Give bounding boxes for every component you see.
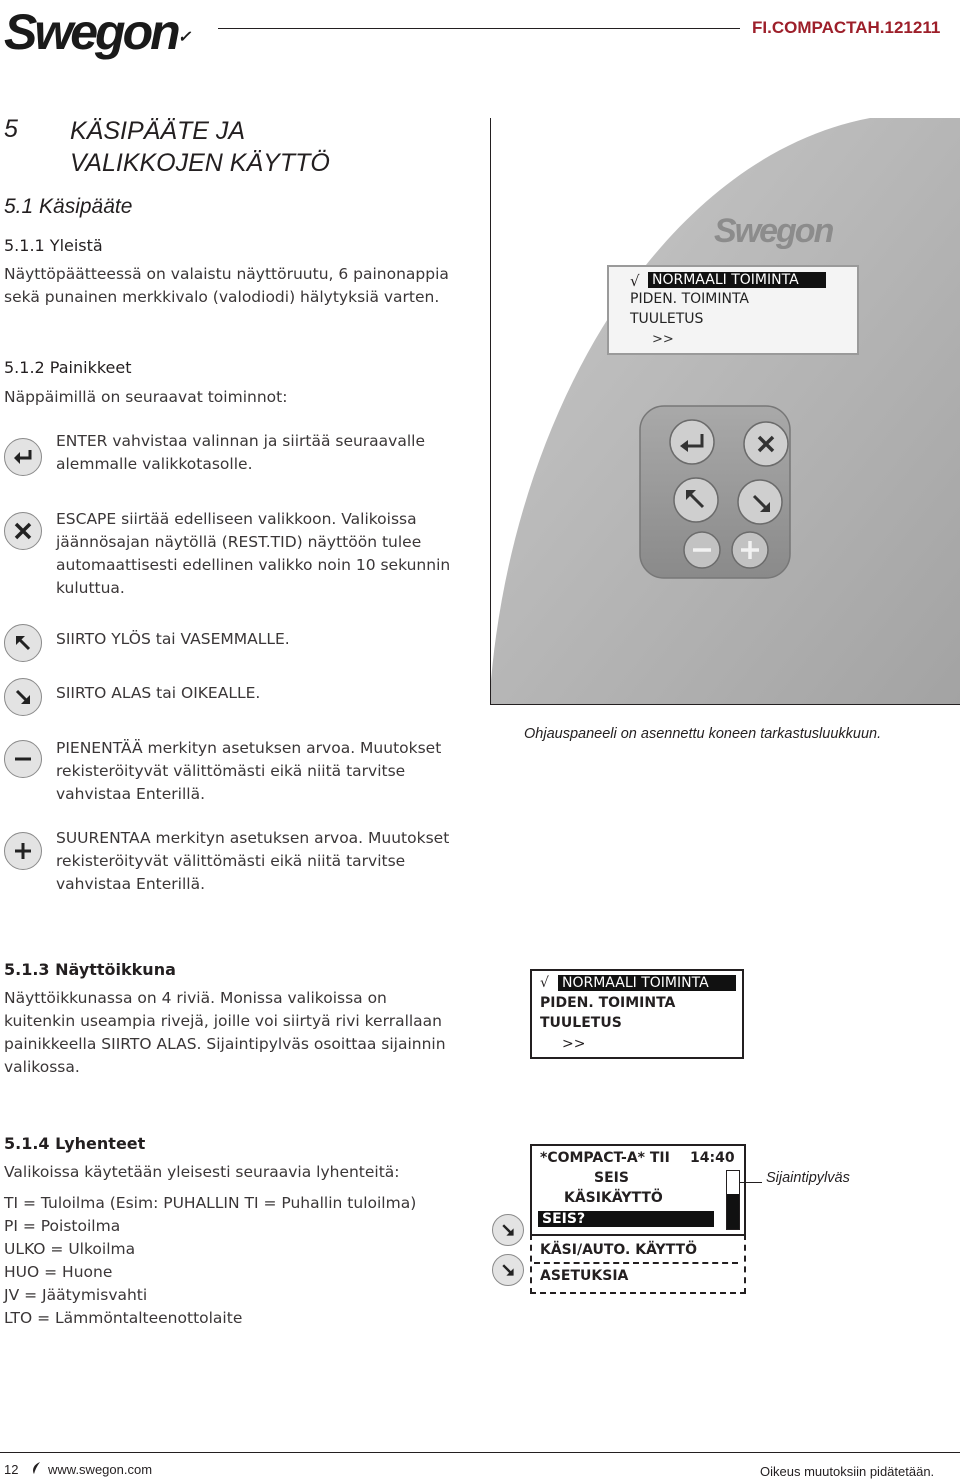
subsection-title: 5.1 Käsipääte: [4, 195, 133, 218]
device-screen-check: √: [630, 272, 640, 290]
lcd-check: √: [540, 975, 549, 991]
list-item: PI = Poistoilma: [4, 1217, 121, 1235]
device-screen-line-4: >>: [652, 332, 674, 347]
arrow-down-right-icon: [492, 1214, 524, 1246]
heading-5-1-4: 5.1.4 Lyhenteet: [4, 1134, 146, 1153]
list-item: ULKO = Ulkoilma: [4, 1240, 136, 1258]
heading-5-1-1: 5.1.1 Yleistä: [4, 236, 103, 255]
lcd-hidden-line-2: ASETUKSIA: [540, 1268, 629, 1284]
paragraph-general: Näyttöpäätteessä on valaistu näyttöruutu, 6 painonappia sekä punainen merkkivalo (valodiodi) hälytyksiä varten.: [4, 265, 449, 306]
position-bar-fill: [727, 1194, 739, 1229]
lcd-title-line: *COMPACT-A* TII: [540, 1150, 670, 1166]
lcd-status: SEIS: [594, 1170, 629, 1186]
list-item: LTO = Lämmöntalteenottolaite: [4, 1309, 243, 1327]
lcd-line-3: TUULETUS: [540, 1015, 622, 1031]
position-bar-pointer: [740, 1182, 762, 1183]
footer-rule: [0, 1452, 960, 1453]
legend-text-enter: ENTER vahvistaa valinnan ja siirtää seuraavalle alemmalle valikkotasolle.: [56, 432, 425, 473]
plus-icon: [4, 832, 42, 870]
header-rule: [218, 28, 740, 29]
arrow-down-right-icon: [4, 678, 42, 716]
list-item: JV = Jäätymisvahti: [4, 1286, 148, 1304]
footer-url[interactable]: www.swegon.com: [48, 1462, 153, 1477]
device-frame-left: [490, 118, 491, 704]
legend-text-down: SIIRTO ALAS tai OIKEALLE.: [56, 684, 261, 702]
device-screen-line-3: TUULETUS: [630, 311, 704, 327]
device-illustration: [490, 118, 960, 704]
lcd-selected-line: SEIS?: [538, 1211, 714, 1227]
legend-text-minus: PIENENTÄÄ merkityn asetuksen arvoa. Muutokset rekisteröityvät välittömästi eikä niitä tarvitse vahvistaa Enterillä.: [56, 739, 442, 803]
section-title: KÄSIPÄÄTE JA VALIKKOJEN KÄYTTÖ: [70, 117, 330, 177]
row-divider: [534, 1262, 738, 1264]
lcd-mode: KÄSIKÄYTTÖ: [564, 1190, 663, 1206]
section-number: 5: [4, 115, 18, 143]
arrow-up-left-icon: [4, 624, 42, 662]
heading-5-1-3: 5.1.3 Näyttöikkuna: [4, 960, 176, 979]
lcd-scroll-example: [530, 1144, 746, 1294]
footer-rights: Oikeus muutoksiin pidätetään.: [760, 1464, 935, 1479]
device-logo: Swegon: [714, 212, 833, 250]
legend-text-up: SIIRTO YLÖS tai VASEMMALLE.: [56, 630, 290, 648]
lcd-hidden-line-1: KÄSI/AUTO. KÄYTTÖ: [540, 1242, 698, 1258]
lcd-line-2: PIDEN. TOIMINTA: [540, 995, 676, 1011]
enter-icon: [4, 438, 42, 476]
legend-text-plus: SUURENTAA merkityn asetuksen arvoa. Muutokset rekisteröityvät välittömästi eikä niitä tarvitse vahvistaa Enterillä.: [56, 829, 450, 893]
device-caption: Ohjauspaneeli on asennettu koneen tarkastusluukkuun.: [524, 726, 882, 742]
logo-mark-icon: ✓: [177, 29, 192, 46]
arrow-down-right-icon: [492, 1254, 524, 1286]
list-item: TI = Tuloilma (Esim: PUHALLIN TI = Puhallin tuloilma): [4, 1194, 417, 1212]
device-frame-bottom: [490, 704, 960, 705]
legend-text-escape: ESCAPE siirtää edelliseen valikkoon. Valikoissa jäännösajan näytöllä (REST.TID) näyttöön tulee automaattisesti edellinen valikko noin 10 sekunnin kuluttua.: [56, 510, 451, 597]
page-number: 12: [4, 1462, 19, 1477]
escape-icon: [4, 512, 42, 550]
swegon-logo: Swegon✓: [4, 4, 192, 60]
device-screen-line-1: NORMAALI TOIMINTA: [648, 272, 826, 288]
position-bar: [726, 1170, 740, 1230]
paragraph-display: Näyttöikkunassa on 4 riviä. Monissa valikoissa on kuitenkin useampia rivejä, joille voi siirtyä rivi kerrallaan painikkeella SIIRTO ALAS. Sijaintipylväs osoittaa sijainnin valikossa.: [4, 989, 446, 1076]
lcd-display-example: [530, 969, 744, 1059]
minus-icon: [4, 740, 42, 778]
paragraph-abbreviations-intro: Valikoissa käytetään yleisesti seuraavia lyhenteitä:: [4, 1163, 400, 1181]
list-item: HUO = Huone: [4, 1263, 113, 1281]
lcd-line-1: NORMAALI TOIMINTA: [558, 975, 736, 991]
device-screen: [630, 270, 860, 350]
heading-5-1-2: 5.1.2 Painikkeet: [4, 358, 132, 377]
swegon-mark-icon: [30, 1461, 42, 1478]
device-screen-line-2: PIDEN. TOIMINTA: [630, 291, 749, 307]
lcd-line-4: >>: [562, 1036, 586, 1052]
paragraph-buttons-intro: Näppäimillä on seuraavat toiminnot:: [4, 388, 288, 406]
document-code: FI.COMPACTAH.121211: [752, 18, 941, 37]
position-bar-label: Sijaintipylväs: [766, 1170, 850, 1186]
lcd-time: 14:40: [690, 1150, 735, 1166]
abbreviation-list: [4, 1192, 464, 1330]
